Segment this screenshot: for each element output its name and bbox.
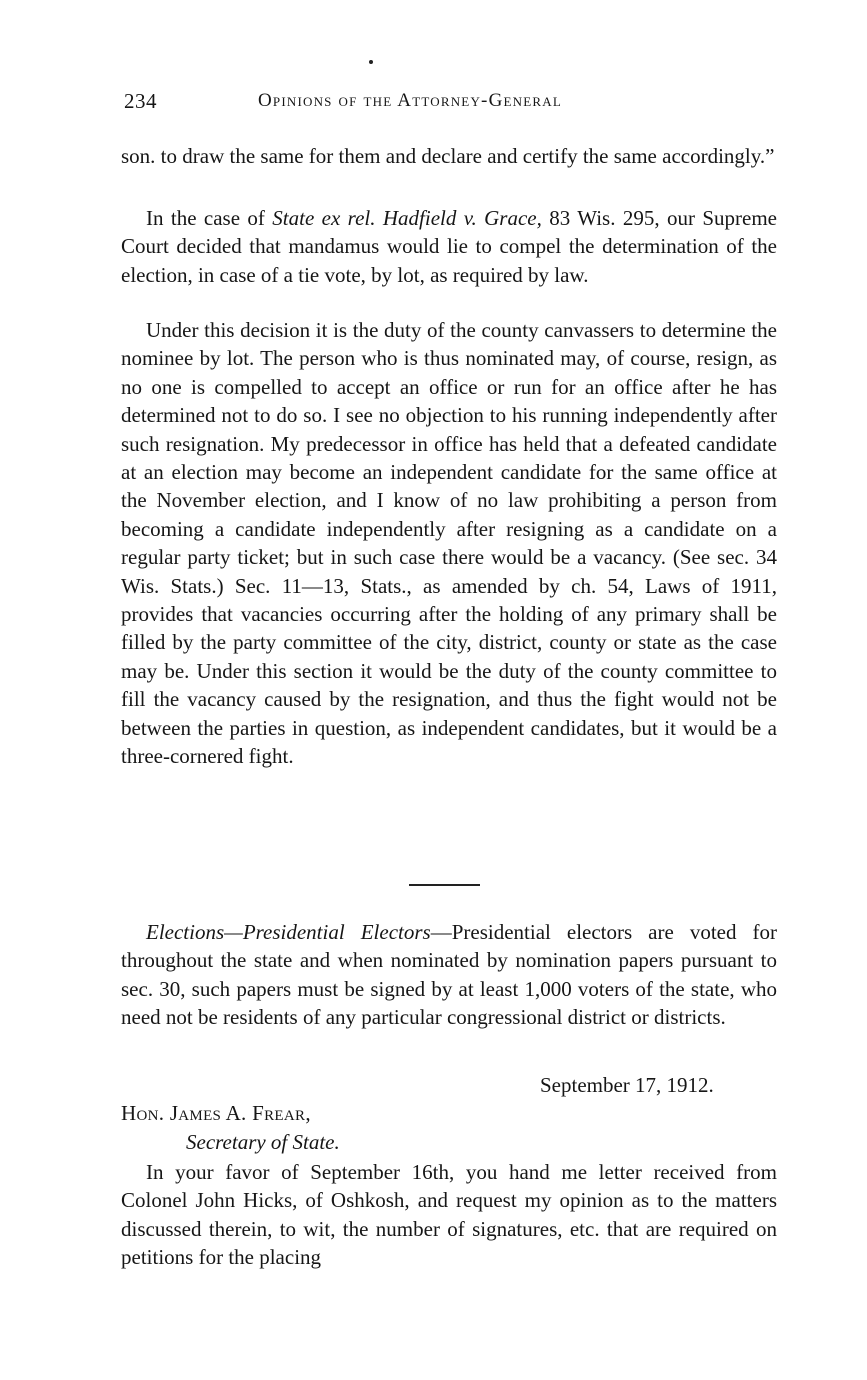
page-header	[124, 89, 778, 117]
case-paragraph-text	[121, 204, 777, 289]
opinion-body	[121, 1158, 777, 1272]
case-intro: In the case of	[146, 206, 273, 230]
headnote-dash: —	[430, 920, 452, 944]
headnote-text	[121, 918, 777, 1032]
case-rest: 83 Wis. 295, our Supreme Court decided that mandamus would lie to compel the determination of the election, in case of a tie vote, by lot, as required by law.	[121, 206, 778, 287]
opinion-body-text: In your favor of September 16th, you hand me letter received from Colonel John Hicks, of Oshkosh, and request my opinion as to the matters discussed therein, to wit, the number of signatures, etc. that are required on petitions for the placing	[121, 1160, 777, 1270]
headnote-topic: Elections—Presidential Electors	[146, 920, 431, 944]
opinion-date: September 17, 1912.	[540, 1073, 714, 1097]
page-number: 234	[124, 89, 157, 113]
case-name: State ex rel. Hadfield v. Grace,	[272, 206, 542, 230]
continued-paragraph	[121, 142, 777, 170]
continuation-text: son. to draw the same for them and declare and certify the same accordingly.”	[121, 144, 775, 168]
addressee-title: Secretary of State.	[186, 1130, 340, 1154]
section-divider	[409, 884, 480, 886]
headnote	[121, 918, 777, 1032]
decision-paragraph	[121, 316, 777, 771]
decision-paragraph-text: Under this decision it is the duty of the county canvassers to determine the nominee by lot. The person who is thus nominated may, of course, resign, as no one is compelled to accept an office or run for an office after he has determined not to do so. I see no objection to his running independently after such resignation. My predecessor in office has held that a defeated candidate at an election may become an independent candidate for the same office at the November election, and I know of no law prohibiting a person from becoming a candidate independently after resigning as a candidate on a regular party ticket; but in such case there would be a vacancy. (See sec. 34 Wis. Stats.) Sec. 11—13, Stats., as amended by ch. 54, Laws of 1911, provides that vacancies occurring after the holding of any primary shall be filled by the party committee of the city, district, county or state as the case may be. Under this section it would be the duty of the county committee to fill the vacancy caused by the resignation, and thus the fight would not be between the parties in question, as independent candidates, but it would be a three-cornered fight.	[121, 318, 777, 769]
running-head: Opinions of the Attorney-General	[258, 90, 562, 111]
print-speck	[369, 60, 373, 64]
headnote-summary: Presidential electors are voted for throughout the state and when nominated by nomination papers pursuant to sec. 30, such papers must be signed by at least 1,000 voters of the state, who need not be residents of any particular congressional district or districts.	[121, 920, 777, 1030]
case-paragraph	[121, 204, 777, 289]
addressee-name: Hon. James A. Frear,	[121, 1101, 311, 1125]
